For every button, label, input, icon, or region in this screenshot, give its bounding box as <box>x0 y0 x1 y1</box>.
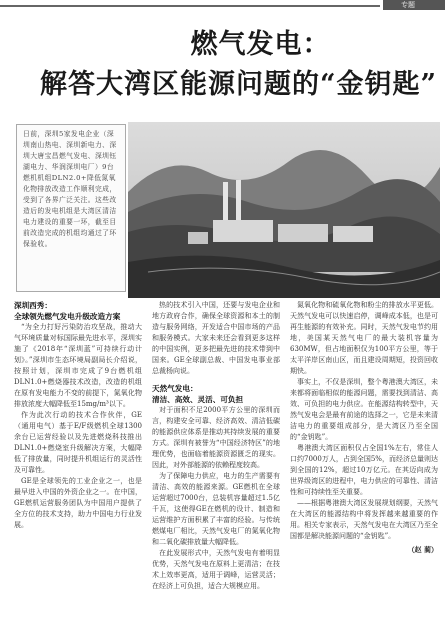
col2-paragraph-2: 对于面积不足2000平方公里的深圳而言，构建安全可靠、经济高效、清洁低碳的能源供应体系是推动其持续发展的重要方式。深圳有被誉为“中国经济特区”的地理优势，也面临着能源资源匮乏的现实。因此，对外部能源的依赖程度较高。 <box>152 406 280 469</box>
power-plant-illustration <box>128 122 440 298</box>
col3-paragraph-2: 事实上，不仅是深圳，整个粤港澳大湾区，未来都将面临相似的能源问题，需要找到清洁、高效、可负担的电力供应。在能源结构转型中，天然气发电会是最有前途的选择之一，它是未来清洁电力的重要组成部分，是大湾区乃至全国的“金钥匙”。 <box>290 378 438 441</box>
section-tag-label: 专题 <box>401 1 415 9</box>
col2-subhead-2: 清洁、高效、灵活、可负担 <box>152 395 244 404</box>
col3-paragraph-4: ——根据粤港澳大湾区发展规划纲要，天然气在大湾区的能源结构中将发挥越来越重要的作用。相关专家表示，天然气发电在大湾区乃至全国都是解决能源问题的“金钥匙”。 <box>290 499 438 540</box>
headline-line-2: 解答大湾区能源问题的“金钥匙” <box>39 69 438 100</box>
col3-paragraph-3: 粤港澳大湾区面积仅占全国1%左右，常住人口约7000万人，占到全国5%，而经济总量则达到全国的12%，超过10万亿元。在其迈向成为世界级湾区的进程中，电力供应的可靠性、清洁性和可持续性至关重要。 <box>290 444 438 496</box>
article-column-2 <box>152 300 280 640</box>
top-bar <box>0 0 445 10</box>
col2-subhead-1: 天然气发电： <box>152 384 198 393</box>
col3-paragraph-1: 氮氧化物和硫氧化物和粉尘的排放水平更低。天然气发电可以快速启停，调峰成本低，也是可再生能源的有效补充。同时，天然气发电节约用地，美国某天然气电厂的最大装机容量为630MW，但占地面积仅为100平方公里，等于太平洋岸区南山区，而且建设周期短，投资回收期快。 <box>290 301 438 375</box>
col2-paragraph-3: 为了保障电力供应，电力的生产需要有清洁、高效的能源来源。GE燃机在全球运营超过7000台，总装机容量超过1.5亿千瓦，这使得GE在燃机的设计、制造和运营维护方面积累了丰富的经验。与传统燃煤电厂相比，天然气发电厂的氮氧化物和二氧化碳排放量大幅降低。 <box>152 472 280 546</box>
col1-subhead-2: 全球领先燃气发电升级改造方案 <box>14 312 121 321</box>
headline-line-1: 燃气发电： <box>190 29 331 60</box>
power-plant-photo <box>128 122 440 298</box>
lead-box <box>16 124 126 292</box>
byline: （赵 蔺） <box>407 545 438 554</box>
col2-paragraph-4: 在此发展形式中，天然气发电有着明显优势，天然气发电在原料上更清洁；在技术上效率更高，适用于调峰，运营灵活；在经济上可负担，适合大规模应用。 <box>152 549 280 590</box>
col2-paragraph-1: 热的技术引入中国，还要与发电企业和地方政府合作，确保全球资源和本土的制造与服务网络，开发适合中国市场的产品和服务模式。大家未来还会看到更多这样的中国实例，更多把最先进的技术带到中国来。GE全球副总裁、中国发电事业部总裁杨向说。 <box>152 301 280 375</box>
article-column-3 <box>290 300 438 640</box>
col1-paragraph-3: GE是全球领先的工业企业之一，也是最早进入中国的外资企业之一。在中国，GE燃机运营服务团队为中国用户提供了全方位的技术支持，助力中国电力行业发展。 <box>14 477 142 529</box>
lead-text: 日前，深圳5家发电企业（深圳南山热电、深圳新电力、深圳大唐宝昌燃气发电、深圳钰湖电力、华润深圳电厂）9台燃机机组DLN2.0+降低氮氧化物排放改造工作顺利完成，受到了各界广泛关注。这些改造后的发电机组是大湾区清洁电力建设的重要一环，截至目前改造完成的机组均通过了环保验收。 <box>23 130 117 248</box>
section-tag <box>383 0 445 10</box>
article-column-1 <box>14 300 142 640</box>
col1-paragraph-1: “为全力打好污染防治攻坚战，推动大气环境质量对标国际最先进水平，深圳实施了《2018年“深圳蓝”可持续行动计划》。”深圳市生态环境局副局长介绍说，按照计划，深圳市完成了9台燃机组DLN1.0+燃烧器技术改造，改造的机组在原有发电能力不变的前提下，氮氧化物排放浓度大幅降低至15mg/m³以下。 <box>14 323 142 408</box>
top-rule <box>0 5 380 7</box>
col1-paragraph-2: 作为此次行动的技术合作伙伴，GE（通用电气）基于E/F级燃机全球1300余台已运营经验以及先进燃烧科技推出DLN1.0+燃烧室升级解决方案，大幅降低了排放量，同时提升机组运行的灵活性及可靠性。 <box>14 411 142 474</box>
col1-subhead-1: 深圳西秀： <box>14 301 52 310</box>
